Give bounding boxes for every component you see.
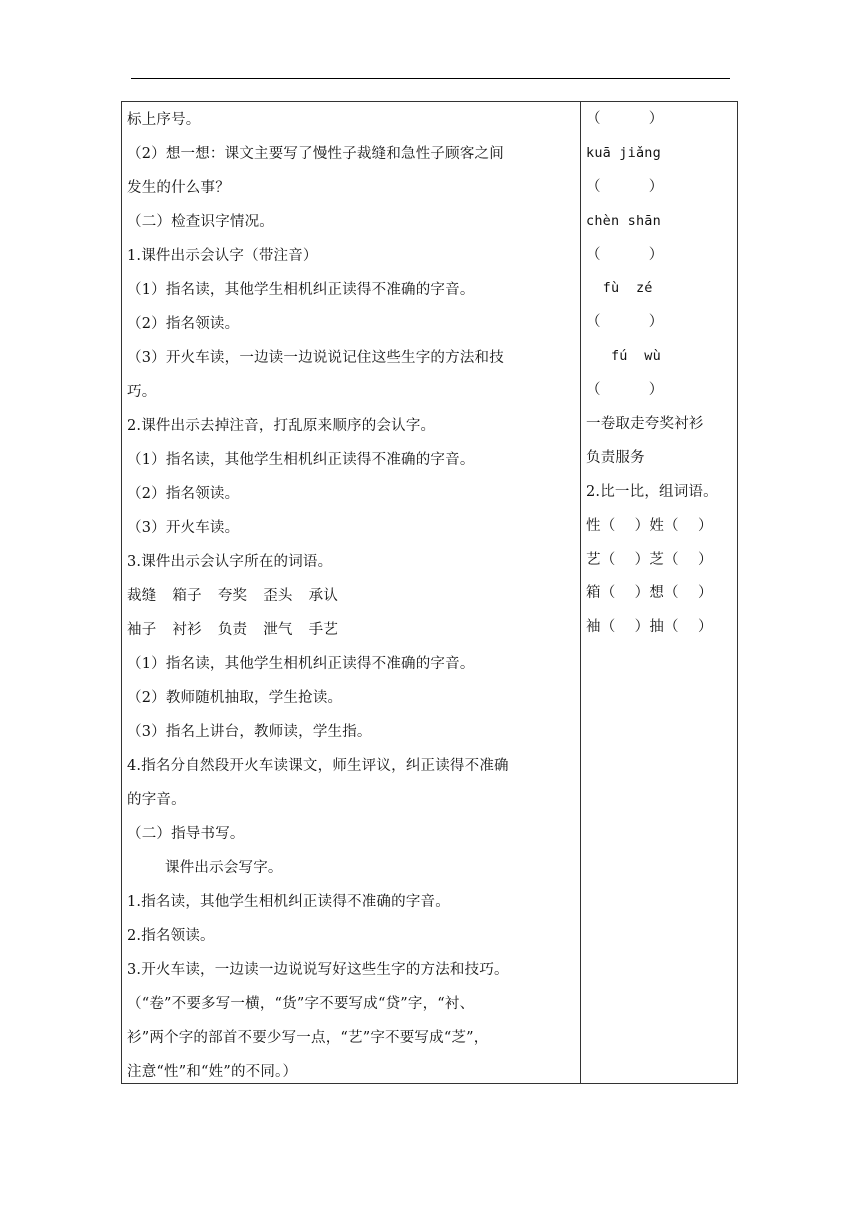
word: 手艺 [308, 622, 339, 638]
header-rule [131, 78, 730, 79]
pinyin: kuā jiǎng [586, 144, 661, 161]
word: 箱子 [172, 588, 202, 604]
text-line: 2.指名领读。 [127, 928, 215, 944]
teaching-process-column [127, 103, 577, 1089]
section-heading: （二）指导书写。 [127, 826, 245, 842]
text-line: 1.课件出示会认字（带注音） [127, 248, 318, 264]
text-line: 4.指名分自然段开火车读课文，师生评议，纠正读得不准确 [127, 758, 509, 774]
text-line: 发生的什么事？ [127, 180, 230, 196]
text-line: （1）指名读，其他学生相机纠正读得不准确的字音。 [127, 452, 475, 468]
text-line: （3）开火车读，一边读一边说说记住这些生字的方法和技 [127, 350, 504, 366]
exercise-column [586, 103, 734, 645]
word: 歪头 [263, 588, 293, 604]
answer-blank: （ ） [586, 178, 664, 195]
word: 负责 [217, 622, 248, 638]
text-line: （3）指名上讲台，教师读，学生指。 [127, 724, 372, 740]
exercise-heading: 2.比一比，组词语。 [586, 483, 718, 500]
text-line: 巧。 [127, 384, 157, 400]
text-line: 2.课件出示去掉注音，打乱原来顺序的会认字。 [127, 418, 436, 434]
compare-row: 箱（ ）想（ ） [586, 585, 713, 602]
text-line: （2）指名领读。 [127, 316, 240, 332]
pinyin: fú wù [586, 348, 661, 365]
pinyin: fù zé [586, 280, 653, 297]
text-line: 1.指名读，其他学生相机纠正读得不准确的字音。 [127, 894, 450, 910]
answer-blank: （ ） [586, 314, 664, 331]
answer-blank: （ ） [586, 382, 664, 399]
word: 裁缝 [127, 588, 157, 604]
compare-row: 艺（ ）芝（ ） [586, 551, 713, 568]
text-line: 注意“性”和“姓”的不同。） [127, 1064, 298, 1080]
text-line: （2）想一想：课文主要写了慢性子裁缝和急性子顾客之间 [127, 146, 504, 162]
compare-row: 袖（ ）抽（ ） [586, 619, 713, 636]
compare-row: 性（ ）姓（ ） [586, 517, 713, 534]
text-line: （2）教师随机抽取，学生抢读。 [127, 690, 343, 706]
text-line: 3.课件出示会认字所在的词语。 [127, 554, 333, 570]
text-line: （2）指名领读。 [127, 486, 240, 502]
word: 袖子 [127, 622, 157, 638]
word-row [127, 579, 577, 613]
text-line: 3.开火车读，一边读一边说说写好这些生字的方法和技巧。 [127, 962, 509, 978]
text-line: 课件出示会写字。 [165, 860, 283, 876]
answer-blank: （ ） [586, 246, 664, 263]
table-column-divider [580, 101, 581, 1084]
text-line: 衫”两个字的部首不要少写一点，“艺”字不要写成“芝”， [127, 1030, 489, 1046]
word-row [127, 613, 577, 647]
pinyin: chèn shān [586, 212, 661, 229]
word-bank: 负责服务 [586, 449, 645, 466]
text-line: （3）开火车读。 [127, 520, 240, 536]
text-line: （“卷”不要多写一横，“货”字不要写成“贷”字，“衬、 [127, 996, 475, 1012]
text-line: （1）指名读，其他学生相机纠正读得不准确的字音。 [127, 282, 475, 298]
answer-blank: （ ） [586, 111, 664, 127]
word: 承认 [308, 588, 339, 604]
word: 夸奖 [217, 588, 248, 604]
word: 衬衫 [172, 622, 202, 638]
text-line: 的字音。 [127, 792, 186, 808]
word-bank: 一卷取走夸奖衬衫 [586, 416, 704, 433]
text-line: （1）指名读，其他学生相机纠正读得不准确的字音。 [127, 656, 475, 672]
text-line: 标上序号。 [127, 112, 201, 128]
section-heading: （二）检查识字情况。 [127, 214, 274, 230]
word: 泄气 [263, 622, 293, 638]
